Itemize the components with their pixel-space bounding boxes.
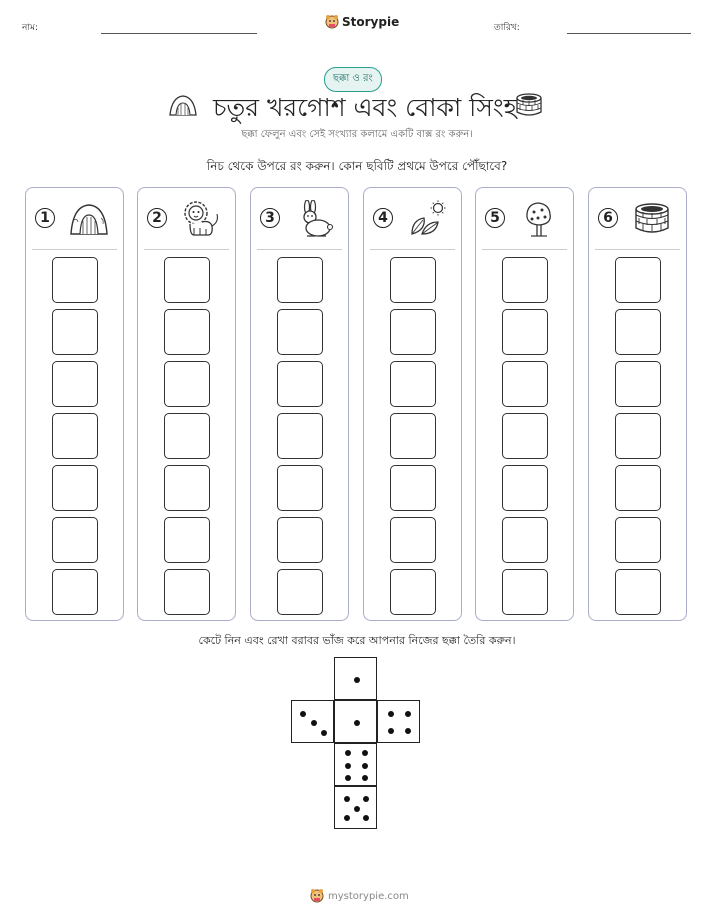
color-box[interactable] [502,309,548,355]
question-text: নিচ থেকে উপরে রং করুন। কোন ছবিটি প্রথমে উপরে পৌঁছাবে? [206,159,508,173]
color-box[interactable] [277,569,323,615]
color-box[interactable] [52,309,98,355]
die-pip [363,796,369,802]
color-box[interactable] [52,569,98,615]
color-box[interactable] [277,517,323,563]
color-box[interactable] [277,309,323,355]
die-pip [345,763,351,769]
color-box[interactable] [52,257,98,303]
die-pip [354,677,360,683]
column-5 [475,187,574,621]
color-box[interactable] [277,257,323,303]
well-icon [631,200,673,238]
name-line[interactable] [101,33,257,34]
footer-url[interactable]: mystorypie.com [328,890,409,902]
storypie-mascot-icon [310,888,324,904]
sun-leaves-icon [406,200,448,238]
date-label: তারিখ: [494,23,520,33]
column-3 [250,187,349,621]
color-box[interactable] [390,413,436,459]
color-box[interactable] [502,517,548,563]
rabbit-icon [293,200,335,238]
cave-icon [168,93,198,117]
column-divider [482,249,567,250]
brand-name: Storypie [342,15,400,29]
column-number: 1 [35,208,55,228]
well-icon [515,92,543,118]
column-number: 2 [147,208,167,228]
die-pip [363,815,369,821]
color-box[interactable] [390,257,436,303]
die-pip [345,775,351,781]
column-divider [32,249,117,250]
color-box[interactable] [390,569,436,615]
die-face-5 [334,786,377,829]
color-box[interactable] [502,413,548,459]
tree-icon [518,200,560,238]
die-pip [405,728,411,734]
color-box[interactable] [502,569,548,615]
die-pip [321,730,327,736]
color-box[interactable] [164,361,210,407]
color-box[interactable] [277,465,323,511]
die-pip [405,711,411,717]
date-line[interactable] [567,33,691,34]
die-face-4 [377,700,420,743]
brand-logo [325,14,399,30]
column-divider [257,249,342,250]
die-pip [362,750,368,756]
color-box[interactable] [164,257,210,303]
footer [310,888,409,904]
cave-icon [68,200,110,238]
die-pip [388,728,394,734]
color-box[interactable] [615,309,661,355]
die-face-1 [334,657,377,700]
column-2 [137,187,236,621]
color-box[interactable] [52,517,98,563]
color-box[interactable] [615,257,661,303]
color-box[interactable] [52,413,98,459]
die-pip [362,763,368,769]
die-pip [354,806,360,812]
color-box[interactable] [390,465,436,511]
column-6 [588,187,687,621]
column-divider [144,249,229,250]
column-4 [363,187,462,621]
color-box[interactable] [615,413,661,459]
color-box[interactable] [615,465,661,511]
die-face-3 [291,700,334,743]
column-divider [595,249,680,250]
color-box[interactable] [164,517,210,563]
die-pip [344,796,350,802]
color-box[interactable] [615,517,661,563]
die-pip [344,815,350,821]
column-number: 5 [485,208,505,228]
die-pip [388,711,394,717]
cut-instruction: কেটে নিন এবং রেখা বরাবর ভাঁজ করে আপনার নিজের ছক্কা তৈরি করুন। [198,634,516,647]
color-box[interactable] [390,517,436,563]
subtitle: ছক্কা ফেলুন এবং সেই সংখ্যার কলামে একটি বাক্স রং করুন। [241,129,473,140]
storypie-mascot-icon [325,14,339,30]
color-box[interactable] [164,569,210,615]
lion-icon [180,200,222,238]
color-box[interactable] [164,465,210,511]
die-pip [300,711,306,717]
color-box[interactable] [52,465,98,511]
die-face-6 [334,743,377,786]
color-box[interactable] [277,413,323,459]
die-pip [311,720,317,726]
color-box[interactable] [277,361,323,407]
color-box[interactable] [615,361,661,407]
color-box[interactable] [164,413,210,459]
name-label: নাম: [22,23,39,33]
column-number: 3 [260,208,280,228]
color-box[interactable] [390,309,436,355]
color-box[interactable] [502,361,548,407]
color-box[interactable] [390,361,436,407]
die-pip [345,750,351,756]
column-number: 4 [373,208,393,228]
page-title: চতুর খরগোশ এবং বোকা সিংহ [213,93,517,122]
color-box[interactable] [502,465,548,511]
color-box[interactable] [502,257,548,303]
color-box[interactable] [52,361,98,407]
die-face-1 [334,700,377,743]
die-pip [354,720,360,726]
color-box[interactable] [164,309,210,355]
column-divider [370,249,455,250]
die-pip [362,775,368,781]
column-number: 6 [598,208,618,228]
column-1 [25,187,124,621]
color-box[interactable] [615,569,661,615]
category-badge: ছক্কা ও রং [324,67,382,92]
